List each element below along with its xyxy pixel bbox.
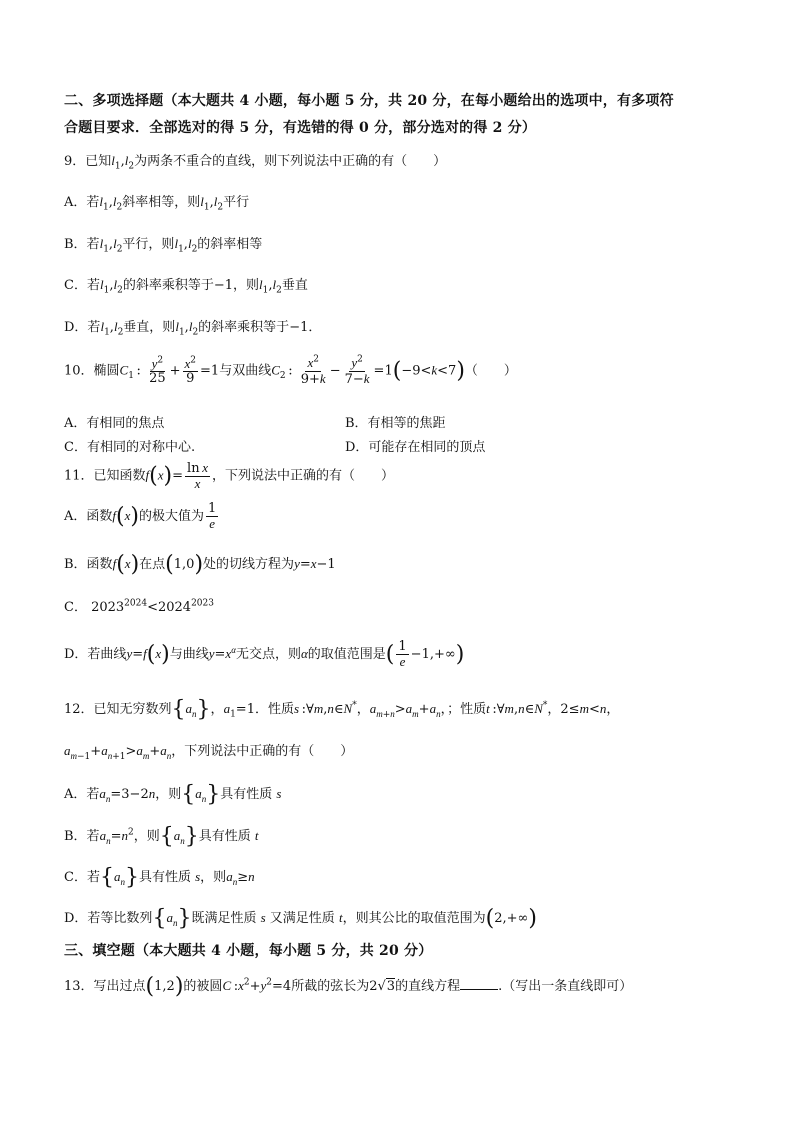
question-10-option-b[interactable]: B．有相等的焦距 <box>345 416 446 431</box>
question-9-option-b[interactable]: B．若$l_1,l_2$平行，则$l_1,l_2$的斜率相等 <box>64 236 263 255</box>
question-9-stem: 9．已知$l_1,l_2$为两条不重合的直线，则下列说法中正确的有（ ） <box>64 153 447 172</box>
question-13-stem: 13．写出过点(1,2)的被圆C $:x^2+y^2=4$所截的弦长为2√3的直线方程 .（写出一条直线即可） <box>64 974 633 999</box>
question-10-stem: 10．椭圆$C_1$ : $\frac{y^2}{25}$ + $\frac{x^2}{9}$ =1与双曲线$C_2$ : $\frac{x^2}{9+k}$ − $\frac{y^2}{7-k}$ =1(−9<k<7)（ ） <box>64 354 517 387</box>
section-2-heading-line-2: 合题目要求．全部选对的得 5 分，有选错的得 0 分，部分选对的得 2 分） <box>64 120 537 136</box>
section-3-heading: 三、填空题（本大题共 4 小题，每小题 5 分，共 20 分） <box>64 943 433 959</box>
question-12-option-d[interactable]: D．若等比数列$\{a_n\}$既满足性质 s 又满足性质 t，则其公比的取值范围为(2,+∞) <box>64 906 537 931</box>
question-9-option-d[interactable]: D．若$l_1,l_2$垂直，则$l_1,l_2$的斜率乘积等于−1． <box>64 319 322 338</box>
question-12-option-c[interactable]: C．若$\{a_n\}$具有性质 s，则$a_n\ge n$ <box>64 865 255 890</box>
section-2-heading-line-1: 二、多项选择题（本大题共 4 小题，每小题 5 分，共 20 分，在每小题给出的选项中，有多项符 <box>64 93 674 109</box>
question-10-option-d[interactable]: D．可能存在相同的顶点 <box>345 440 486 455</box>
question-11-option-d[interactable]: D．若曲线y=f(x)与曲线$y=x^\alpha$无交点，则α的取值范围是( $\frac{1}{e}$ −1,+∞) <box>64 639 465 669</box>
question-11-option-a[interactable]: A．函数f(x)的极大值为 $\frac{1}{e}$ <box>64 501 217 531</box>
question-12-option-b[interactable]: B．若$a_n=n^2$，则$\{a_n\}$具有性质 t <box>64 824 259 849</box>
question-12-stem-line-2: $a_{m-1}+a_{n+1}>a_m+a_n$，下列说法中正确的有（ ） <box>64 743 354 762</box>
answer-blank[interactable] <box>460 977 498 990</box>
question-12-option-a[interactable]: A．若$a_n=3-2n$，则$\{a_n\}$具有性质 s <box>64 782 282 807</box>
question-9-option-a[interactable]: A．若$l_1,l_2$斜率相等，则$l_1,l_2$平行 <box>64 194 250 213</box>
question-12-stem-line-1: 12．已知无穷数列$\{a_n\}$，$a_1=1$．性质s :∀m,n∈N*，$a_{m+n}>a_m+a_n$，；性质t :∀m,n∈N*，2≤m<n， <box>64 697 620 722</box>
question-10-option-c[interactable]: C．有相同的对称中心. <box>64 440 196 455</box>
question-11-option-b[interactable]: B．函数f(x)在点(1,0)处的切线方程为y=x−1 <box>64 552 336 577</box>
question-11-stem: 11．已知函数f(x)= $\frac{\text{ln x}}{x}$ ，下列说法中正确的有（ ） <box>64 460 394 491</box>
question-11-option-c[interactable]: C． $2023^{2024}<2024^{2023}$ <box>64 598 214 615</box>
question-9-option-c[interactable]: C．若$l_1,l_2$的斜率乘积等于−1，则$l_1,l_2$垂直 <box>64 277 308 296</box>
question-10-option-a[interactable]: A．有相同的焦点 <box>64 416 165 431</box>
